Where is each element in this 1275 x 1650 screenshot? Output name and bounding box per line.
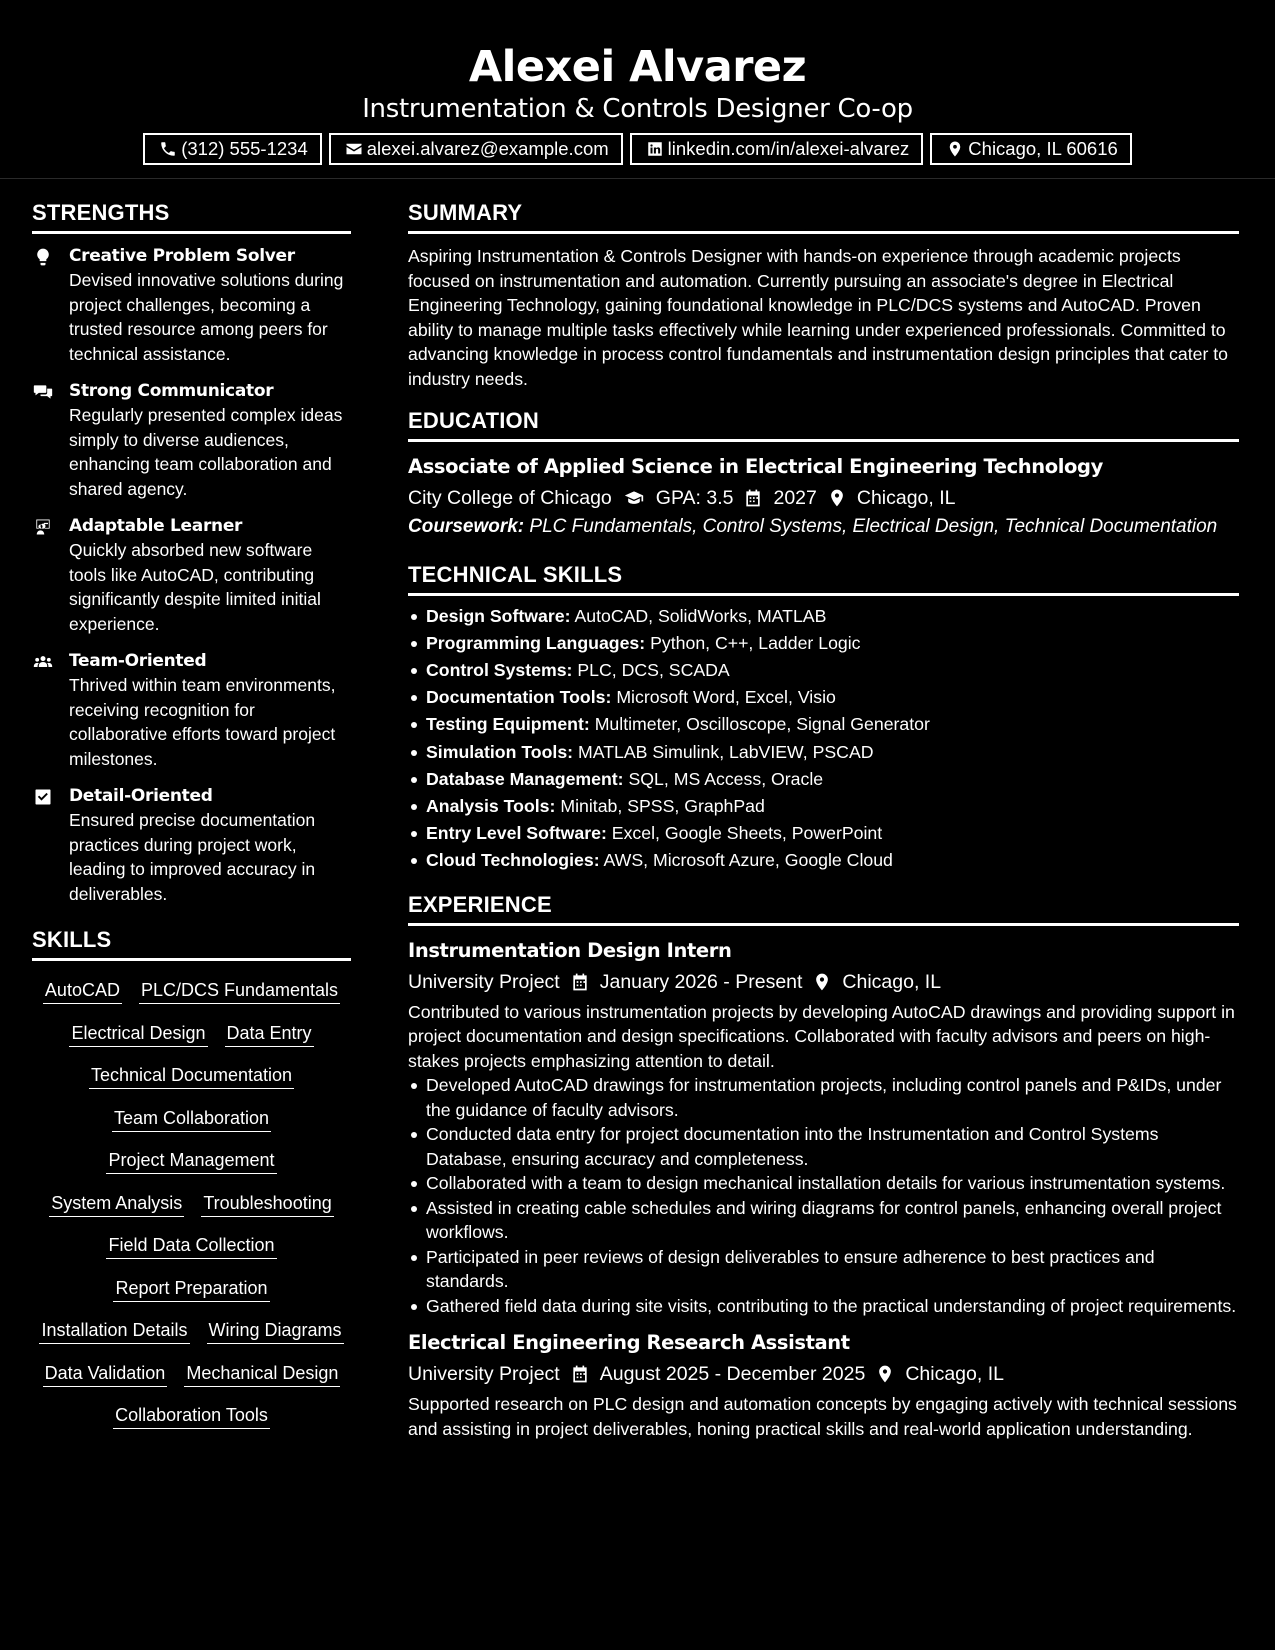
job-entry <box>408 936 1239 1319</box>
skill-values: PLC, DCS, SCADA <box>577 659 730 680</box>
map-pin-icon <box>875 1364 895 1384</box>
contact-phone[interactable] <box>143 133 322 165</box>
skill-values: Excel, Google Sheets, PowerPoint <box>611 823 883 844</box>
skill-tag: Project Management <box>106 1147 276 1174</box>
skill-tag: PLC/DCS Fundamentals <box>139 977 340 1004</box>
list-item <box>408 657 1239 684</box>
linkedin-text: linkedin.com/in/alexei-alvarez <box>667 138 910 159</box>
skill-values: Multimeter, Oscilloscope, Signal Generator <box>594 714 930 735</box>
skills-heading: SKILLS <box>32 924 351 961</box>
left-column <box>32 197 351 1445</box>
skill-values: Minitab, SPSS, GraphPad <box>560 795 765 816</box>
skill-tag: AutoCAD <box>43 977 122 1004</box>
list-item: Assisted in creating cable schedules and wiring diagrams for control panels, enhancing overall project workflows. <box>408 1196 1239 1245</box>
degree-title: Associate of Applied Science in Electrical Engineering Technology <box>408 455 1103 478</box>
list-item: Participated in peer reviews of design deliverables to ensure adherence to best practices and standards. <box>408 1245 1239 1294</box>
skill-category: Entry Level Software: <box>426 823 607 844</box>
technical-skills-heading: TECHNICAL SKILLS <box>408 559 1239 596</box>
education-location: Chicago, IL <box>856 487 956 509</box>
strength-title: Detail-Oriented <box>69 786 213 806</box>
calendar-icon <box>743 488 763 508</box>
skill-category: Analysis Tools: <box>426 795 556 816</box>
skill-category: Database Management: <box>426 768 624 789</box>
map-pin-icon <box>827 488 847 508</box>
job-location: Chicago, IL <box>842 970 942 993</box>
job-summary: Supported research on PLC design and automation concepts by engaging actively with technical sessions and assisting in project deliverables, honing practical skills and real-world application understanding. <box>408 1394 1237 1439</box>
skill-tag: System Analysis <box>49 1190 184 1217</box>
skill-tag: Wiring Diagrams <box>207 1317 344 1344</box>
job-summary: Contributed to various instrumentation projects by developing AutoCAD drawings and providing support in project documentation and design specifications. Collaborated with faculty advisors and peers on high-stakes projects emphasizing attention to detail. <box>408 1001 1235 1071</box>
phone-icon <box>159 140 177 158</box>
list-item: Developed AutoCAD drawings for instrumentation projects, including control panels and P&IDs, under the guidance of faculty advisors. <box>408 1073 1239 1122</box>
list-item <box>408 630 1239 657</box>
job-org: University Project <box>408 1363 560 1386</box>
job-dates: January 2026 - Present <box>599 970 803 993</box>
calendar-icon <box>570 972 590 992</box>
skill-tag: Installation Details <box>39 1317 189 1344</box>
lightbulb-icon <box>32 247 54 267</box>
skill-tag: Troubleshooting <box>201 1190 333 1217</box>
school-name: City College of Chicago <box>408 487 612 509</box>
strength-title: Adaptable Learner <box>69 516 243 536</box>
skill-values: Python, C++, Ladder Logic <box>650 632 861 653</box>
teacher-icon <box>32 517 54 537</box>
phone-text: (312) 555-1234 <box>181 138 308 159</box>
strength-item <box>32 379 351 501</box>
summary-text: Aspiring Instrumentation & Controls Designer with hands-on experience through academic projects focused on instrumentation and automation. Currently pursuing an associate's degree in Electrical Engineering Technology, gaining foundational knowledge in PLC/DCS systems and AutoCAD. Proven ability to manage multiple tasks effectively while learning under experienced professionals. Committed to advancing knowledge in process control fundamentals and instrumentation design principles that cater to industry needs. <box>408 246 1229 389</box>
list-item <box>408 739 1239 766</box>
candidate-title: Instrumentation & Controls Designer Co-op <box>362 94 913 124</box>
strength-item <box>32 784 351 906</box>
gpa-text: GPA: 3.5 <box>655 487 734 509</box>
right-column <box>408 197 1239 1441</box>
job-bullets <box>408 1073 1239 1318</box>
linkedin-icon <box>646 140 664 158</box>
list-item: Conducted data entry for project documentation into the Instrumentation and Control Systems Database, ensuring accuracy and completeness. <box>408 1122 1239 1171</box>
list-item: Collaborated with a team to design mechanical installation details for various instrumentation systems. <box>408 1171 1239 1196</box>
job-title: Electrical Engineering Research Assistant <box>408 1331 850 1355</box>
strengths-list <box>32 244 351 906</box>
skill-values: AWS, Microsoft Azure, Google Cloud <box>603 850 893 871</box>
summary-heading: SUMMARY <box>408 197 1239 234</box>
skill-tag: Data Validation <box>43 1360 168 1387</box>
list-item <box>408 820 1239 847</box>
job-dates: August 2025 - December 2025 <box>599 1363 866 1386</box>
graduation-cap-icon <box>622 488 646 508</box>
map-pin-icon <box>812 972 832 992</box>
skill-tag: Data Entry <box>225 1020 314 1047</box>
skill-tag: Team Collaboration <box>112 1105 271 1132</box>
technical-skills-list <box>408 603 1239 875</box>
grad-year: 2027 <box>773 487 817 509</box>
strength-desc: Regularly presented complex ideas simply to diverse audiences, enhancing team collaboration and shared agency. <box>69 405 343 499</box>
list-item <box>408 684 1239 711</box>
job-entry <box>408 1328 1239 1441</box>
strength-item <box>32 649 351 771</box>
contact-linkedin[interactable] <box>630 133 924 165</box>
envelope-icon <box>345 140 363 158</box>
skill-category: Cloud Technologies: <box>426 850 600 871</box>
strength-desc: Quickly absorbed new software tools like AutoCAD, contributing significantly despite limited initial experience. <box>69 540 321 634</box>
resume-header <box>0 0 1275 179</box>
comments-icon <box>32 382 54 402</box>
map-pin-icon <box>946 140 964 158</box>
checkbox-icon <box>32 787 54 807</box>
skill-category: Programming Languages: <box>426 632 646 653</box>
list-item <box>408 847 1239 874</box>
skill-tag: Report Preparation <box>113 1275 269 1302</box>
job-title: Instrumentation Design Intern <box>408 938 732 962</box>
strengths-heading: STRENGTHS <box>32 197 351 234</box>
calendar-icon <box>570 1364 590 1384</box>
strength-desc: Devised innovative solutions during project challenges, becoming a trusted resource among peers for technical assistance. <box>69 270 344 364</box>
education-heading: EDUCATION <box>408 405 1239 442</box>
skill-tag: Electrical Design <box>69 1020 207 1047</box>
job-org: University Project <box>408 970 560 993</box>
contact-bar <box>0 133 1275 165</box>
strength-item <box>32 514 351 636</box>
users-icon <box>32 652 54 672</box>
email-text: alexei.alvarez@example.com <box>366 138 609 159</box>
strength-title: Creative Problem Solver <box>69 246 295 266</box>
skill-tag: Technical Documentation <box>89 1062 294 1089</box>
skill-category: Testing Equipment: <box>426 714 590 735</box>
contact-email[interactable] <box>329 133 623 165</box>
strength-desc: Thrived within team environments, receiving recognition for collaborative efforts toward project milestones. <box>69 675 336 769</box>
list-item <box>408 711 1239 738</box>
job-meta <box>408 1358 1239 1390</box>
skill-tag: Mechanical Design <box>184 1360 340 1387</box>
strength-title: Team-Oriented <box>69 651 207 671</box>
skill-values: MATLAB Simulink, LabVIEW, PSCAD <box>577 741 874 762</box>
contact-location[interactable] <box>930 133 1131 165</box>
skill-values: SQL, MS Access, Oracle <box>628 768 824 789</box>
strength-item <box>32 244 351 366</box>
coursework-label: Coursework: <box>408 516 525 537</box>
skill-values: AutoCAD, SolidWorks, MATLAB <box>574 605 827 626</box>
location-text: Chicago, IL 60616 <box>968 138 1118 159</box>
list-item <box>408 603 1239 630</box>
skill-category: Simulation Tools: <box>426 741 574 762</box>
job-location: Chicago, IL <box>905 1363 1004 1386</box>
skill-category: Design Software: <box>426 605 571 626</box>
skills-tags <box>32 975 351 1445</box>
education-meta <box>408 482 1239 514</box>
strength-title: Strong Communicator <box>69 381 274 401</box>
skill-tag: Field Data Collection <box>106 1232 276 1259</box>
skill-category: Control Systems: <box>426 659 573 680</box>
skill-tag: Collaboration Tools <box>113 1402 270 1429</box>
list-item <box>408 793 1239 820</box>
coursework-list: PLC Fundamentals, Control Systems, Electrical Design, Technical Documentation <box>529 516 1218 537</box>
strength-desc: Ensured precise documentation practices during project work, leading to improved accuracy in deliverables. <box>69 810 316 904</box>
coursework <box>408 515 1239 540</box>
skill-values: Microsoft Word, Excel, Visio <box>616 687 836 708</box>
experience-heading: EXPERIENCE <box>408 889 1239 926</box>
list-item <box>408 766 1239 793</box>
list-item: Gathered field data during site visits, contributing to the practical understanding of project requirements. <box>408 1294 1239 1319</box>
candidate-name: Alexei Alvarez <box>468 42 807 92</box>
job-meta <box>408 966 1239 998</box>
skill-category: Documentation Tools: <box>426 687 612 708</box>
